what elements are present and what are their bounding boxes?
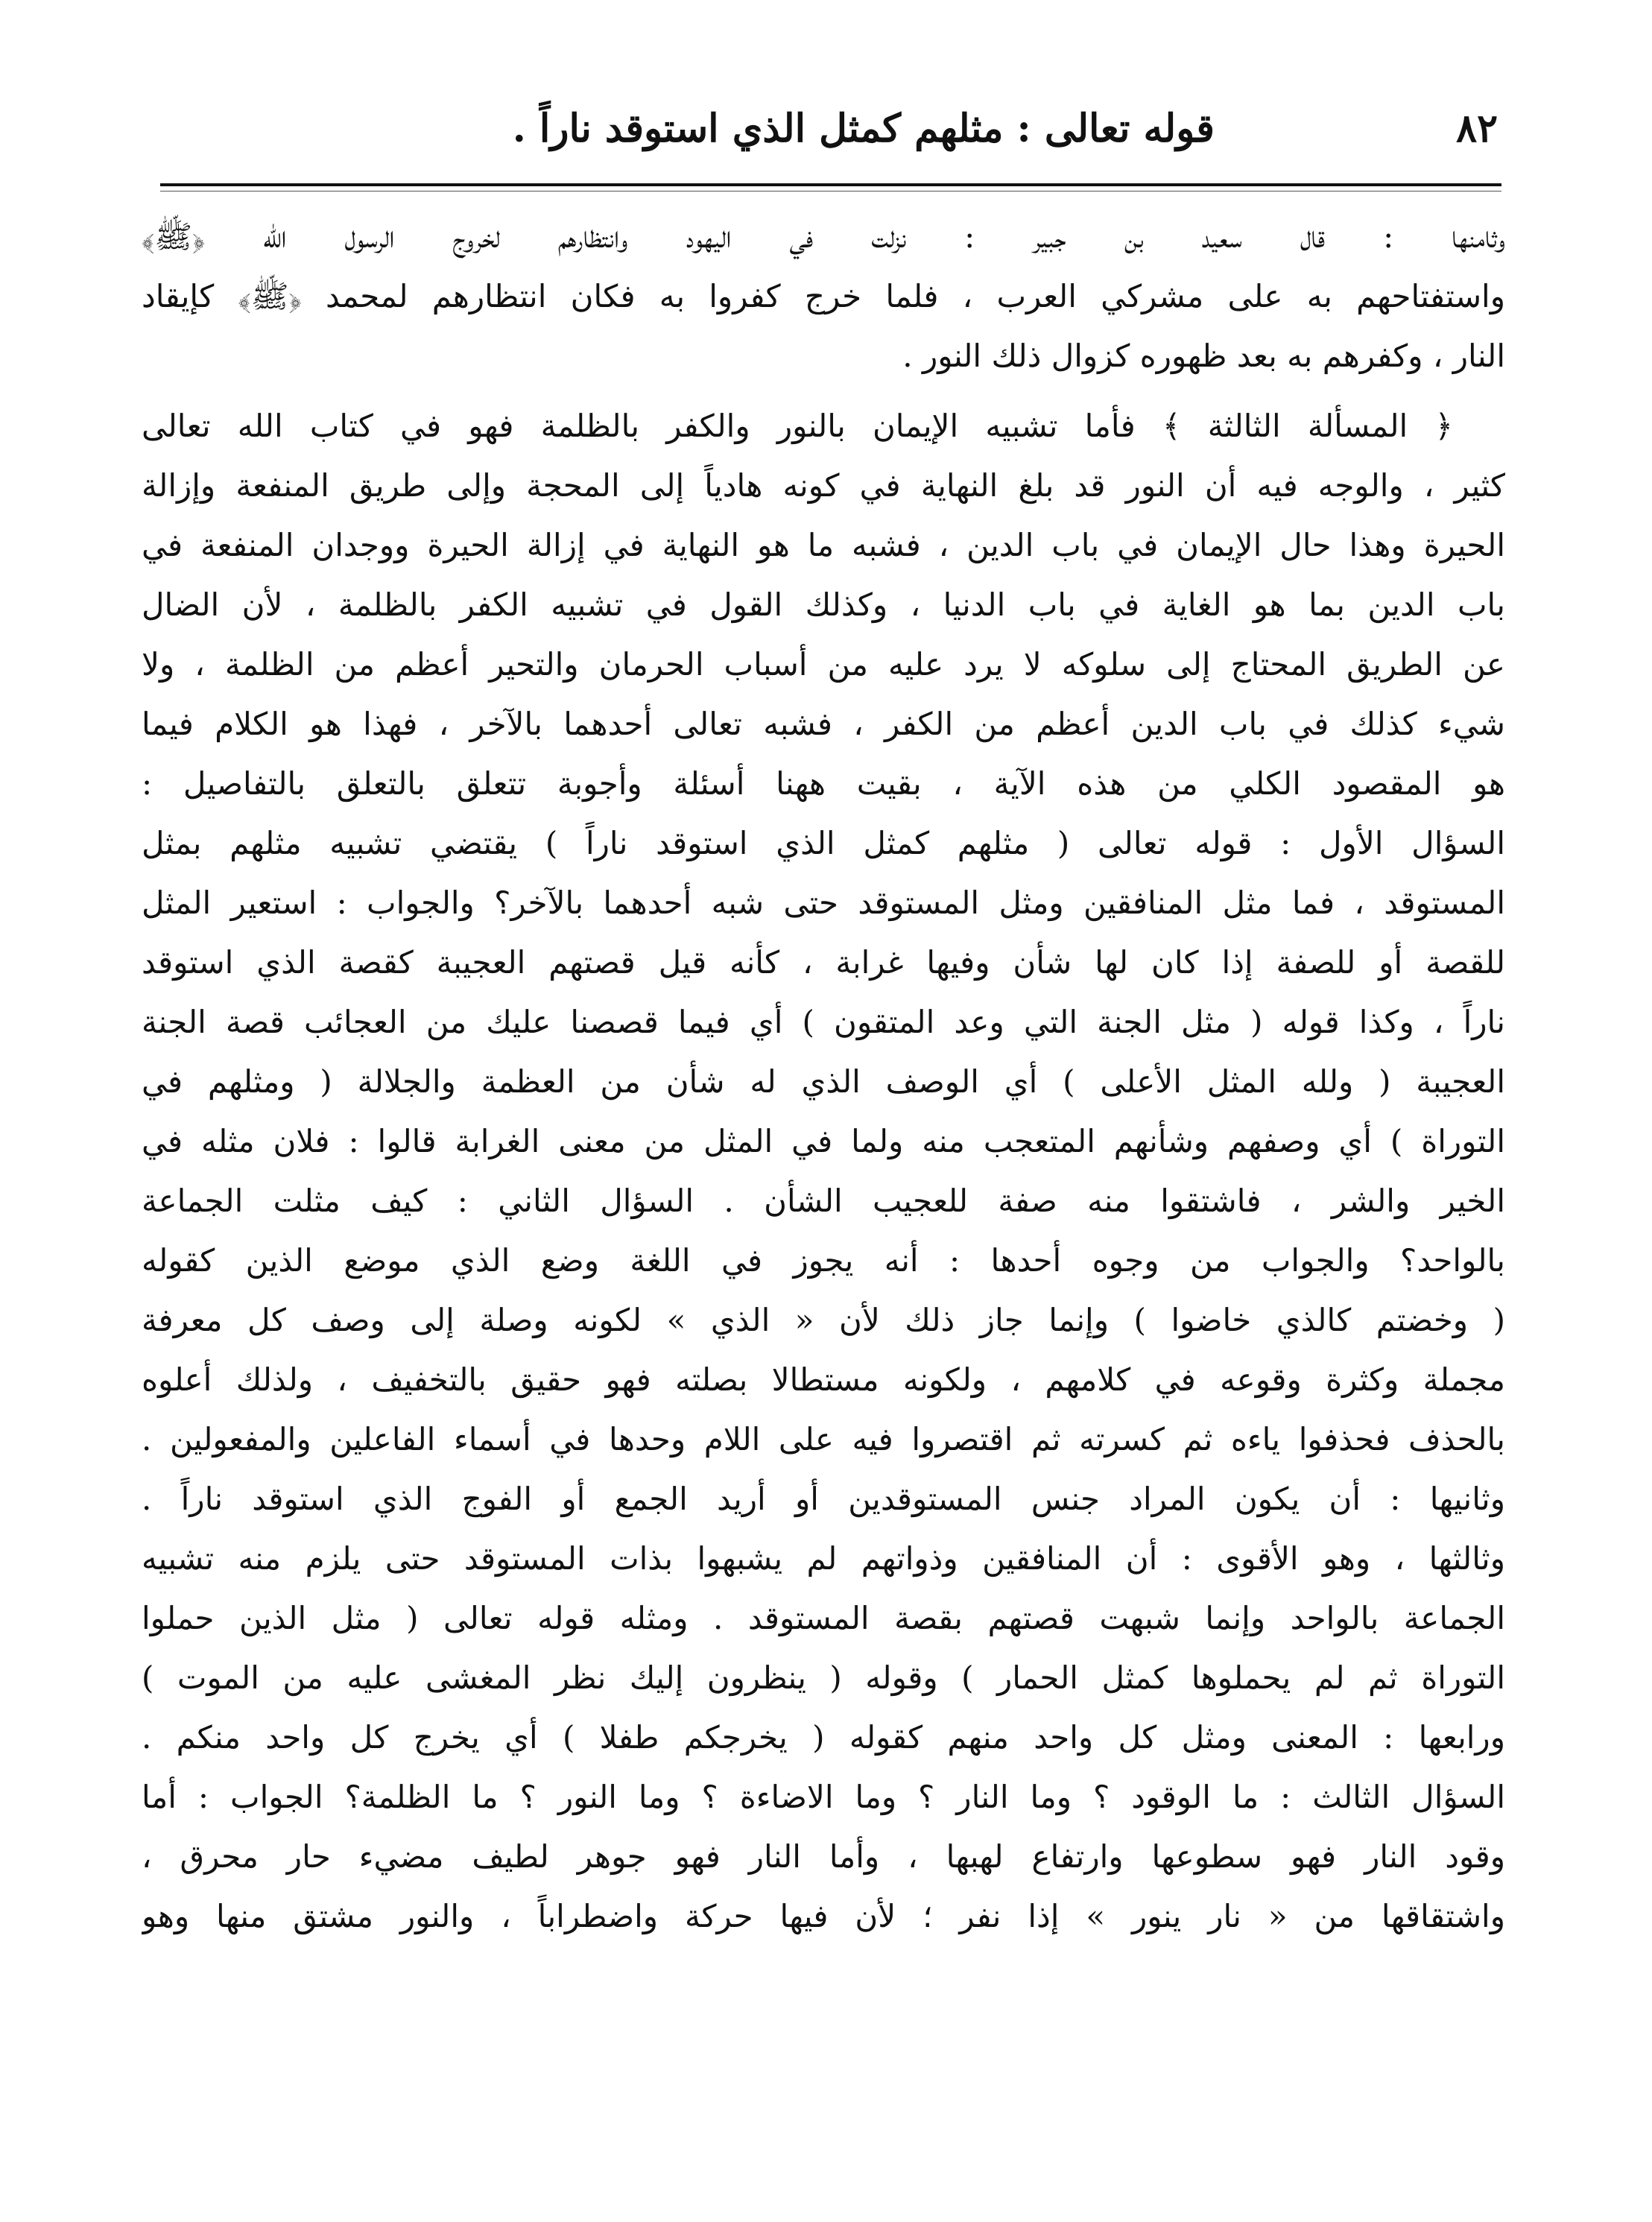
text-line: الخير والشر ، فاشتقوا منه صفة للعجيب الشأن . السؤال الثاني : كيف مثلت الجماعة: [142, 1183, 1505, 1219]
text-line: التوراة ) أي وصفهم وشأنهم المتعجب منه ولما في المثل من معنى الغرابة قالوا : فلان مثله في: [142, 1123, 1505, 1159]
page-header: [112, 89, 1498, 171]
text-line: مجملة وكثرة وقوعه في كلامهم ، ولكونه مستطالا بصلته فهو حقيق بالتخفيف ، ولذلك أعلوه: [142, 1361, 1505, 1398]
header-rule-thin: [160, 191, 1501, 192]
text-line: السؤال الثالث : ما الوقود ؟ وما النار ؟ وما الاضاءة ؟ وما النور ؟ ما الظلمة؟ الجواب : أما: [142, 1779, 1505, 1815]
text-line: وثامنها : قال سعيد بن جبير : نزلت في اليهود وانتظارهم لخروج الرسول الله ﴿ﷺ﴾: [142, 218, 1505, 255]
text-line: التوراة ثم لم يحملوها كمثل الحمار ) وقوله ( ينظرون إليك نظر المغشى عليه من الموت ): [142, 1659, 1505, 1696]
text-line: هو المقصود الكلي من هذه الآية ، بقيت ههنا أسئلة وأجوبة تتعلق بالتعلق بالتفاصيل :: [142, 765, 1505, 802]
text-line: [142, 1946, 1505, 2006]
text-line: العجيبة ( ولله المثل الأعلى ) أي الوصف الذي له شأن من العظمة والجلالة ( ومثلهم في: [142, 1063, 1505, 1100]
text-line: المستوقد ، فما مثل المنافقين ومثل المستوقد حتى شبه أحدهما بالآخر؟ والجواب : استعير المثل: [142, 884, 1505, 921]
text-line: باب الدين بما هو الغاية في باب الدنيا ، وكذلك القول في تشبيه الكفر بالظلمة ، لأن الضال: [142, 586, 1505, 623]
text-line: عن الطريق المحتاج إلى سلوكه لا يرد عليه من أسباب الحرمان والتحير أعظم من الظلمة ، ولا: [142, 646, 1505, 683]
text-line: واشتقاقها من « نار ينور » إذا نفر ؛ لأن فيها حركة واضطراباً ، والنور مشتق منها وهو: [142, 1898, 1505, 1934]
paragraph-2: [142, 396, 1505, 2125]
paragraph-gap: [142, 386, 1505, 396]
text-line: ﴿ المسألة الثالثة ﴾ فأما تشبيه الإيمان بالنور والكفر بالظلمة فهو في كتاب الله تعالى: [142, 408, 1453, 444]
text-line: ناراً ، وكذا قوله ( مثل الجنة التي وعد المتقون ) أي فيما قصصنا عليك من العجائب قصة الجنة: [142, 1004, 1505, 1040]
paragraph-1: [142, 207, 1505, 386]
text-line: واستفتاحهم به على مشركي العرب ، فلما خرج كفروا به فكان انتظارهم لمحمد ﴿ﷺ﴾ كإيقاد: [142, 278, 1505, 314]
text-line: السؤال الأول : قوله تعالى ( مثلهم كمثل الذي استوقد ناراً ) يقتضي تشبيه مثلهم بمثل: [142, 825, 1505, 861]
running-title: قوله تعالى : مثلهم كمثل الذي استوقد ناراً .: [512, 106, 1215, 151]
header-rule: [160, 183, 1501, 186]
text-line: بالحذف فحذفوا ياءه ثم كسرته ثم اقتصروا فيه على اللام وحدها في أسماء الفاعلين والمفعولين .: [142, 1421, 1505, 1457]
page-number: ٨٢: [1456, 106, 1498, 151]
text-line: النار ، وكفرهم به بعد ظهوره كزوال ذلك النور .: [902, 338, 1505, 374]
body-text: [142, 207, 1505, 2125]
text-line: الحيرة وهذا حال الإيمان في باب الدين ، فشبه ما هو النهاية في إزالة الحيرة ووجدان المنفعة في: [142, 527, 1505, 563]
text-line: وقود النار فهو سطوعها وارتفاع لهبها ، وأما النار فهو جوهر لطيف مضيء حار محرق ،: [142, 1838, 1505, 1875]
text-line: الجماعة بالواحد وإنما شبهت قصتهم بقصة المستوقد . ومثله قوله تعالى ( مثل الذين حملوا: [142, 1600, 1505, 1636]
text-line: [142, 2006, 1505, 2066]
text-line: كثير ، والوجه فيه أن النور قد بلغ النهاية في كونه هادياً إلى المحجة وإلى طريق المنفعة وإزالة: [142, 467, 1505, 504]
text-line: بالواحد؟ والجواب من وجوه أحدها : أنه يجوز في اللغة وضع الذي موضع الذين كقوله: [142, 1242, 1505, 1279]
text-line: شيء كذلك في باب الدين أعظم من الكفر ، فشبه تعالى أحدهما بالآخر ، فهذا هو الكلام فيما: [142, 706, 1505, 742]
text-line: [142, 2066, 1505, 2125]
text-line: ( وخضتم كالذي خاضوا ) وإنما جاز ذلك لأن « الذي » لكونه وصلة إلى وصف كل معرفة: [142, 1302, 1505, 1338]
text-line: للقصة أو للصفة إذا كان لها شأن وفيها غرابة ، كأنه قيل قصتهم العجيبة كقصة الذي استوقد: [142, 944, 1505, 981]
text-line: وثانيها : أن يكون المراد جنس المستوقدين أو أريد الجمع أو الفوج الذي استوقد ناراً .: [142, 1481, 1505, 1517]
text-line: ورابعها : المعنى ومثل كل واحد منهم كقوله ( يخرجكم طفلا ) أي يخرج كل واحد منكم .: [142, 1719, 1505, 1756]
text-line: وثالثها ، وهو الأقوى : أن المنافقين وذواتهم لم يشبهوا بذات المستوقد حتى يلزم منه تشبيه: [142, 1540, 1505, 1577]
